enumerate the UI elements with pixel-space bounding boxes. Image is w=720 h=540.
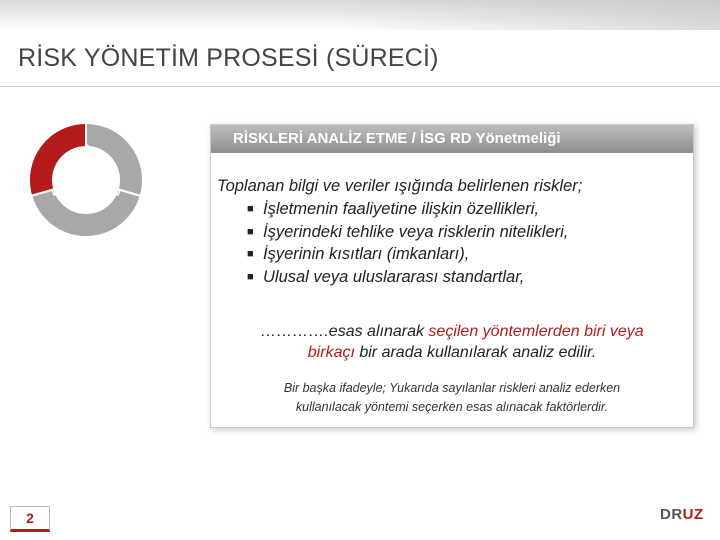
- factor-list: [247, 200, 568, 290]
- paragraph-prefix: ………….esas alınarak: [260, 323, 429, 340]
- page-number: 2: [10, 506, 50, 532]
- bullet-square-icon: ■: [247, 270, 254, 283]
- bullet-square-icon: ■: [247, 203, 254, 215]
- note-line-2: kullanılacak yöntemi seçerken esas alınacak faktörlerdir.: [295, 400, 609, 414]
- list-item-text: İşletmenin faaliyetine ilişkin özellikleri,: [263, 200, 540, 218]
- paragraph-highlight-1: seçilen yöntemlerden biri veya: [428, 323, 644, 340]
- paragraph-highlight-2: birkaçı: [307, 344, 355, 361]
- logo-text-red: UZ: [682, 506, 704, 523]
- bullet-square-icon: ■: [247, 248, 254, 260]
- list-item-text: Ulusal veya uluslararası standartlar,: [263, 267, 525, 286]
- list-item: [247, 268, 568, 291]
- lead-text: Toplanan bilgi ve veriler ışığında belirlenen riskler;: [217, 177, 583, 195]
- card-header-title: RİSKLERİ ANALİZ ETME / İSG RD Yönetmeliği: [233, 130, 561, 147]
- bullet-square-icon: ■: [247, 225, 254, 238]
- paragraph-suffix: bir arada kullanılarak analiz edilir.: [354, 344, 597, 361]
- list-item: [247, 245, 568, 268]
- list-item: [247, 223, 568, 246]
- content-card: [210, 124, 694, 428]
- analysis-paragraph: [211, 321, 693, 363]
- cycle-ring-icon: [26, 120, 146, 240]
- top-banner: [0, 0, 720, 30]
- brand-logo: [660, 506, 704, 523]
- list-item: [247, 200, 568, 223]
- note-paragraph: [211, 379, 693, 417]
- slide-title: RİSK YÖNETİM PROSESİ (SÜRECİ): [18, 44, 439, 72]
- process-cycle-graphic: [26, 120, 146, 240]
- title-divider: [0, 86, 720, 87]
- card-header: [211, 125, 693, 153]
- ring-center: [53, 147, 119, 213]
- list-item-text: İşyerinin kısıtları (imkanları),: [263, 245, 470, 263]
- top-banner-shade: [340, 0, 720, 30]
- logo-text-dark: DR: [660, 506, 683, 523]
- list-item-text: İşyerindeki tehlike veya risklerin nitelikleri,: [263, 222, 569, 241]
- note-line-1: Bir başka ifadeyle; Yukarıda sayılanlar riskleri analiz ederken: [283, 381, 621, 395]
